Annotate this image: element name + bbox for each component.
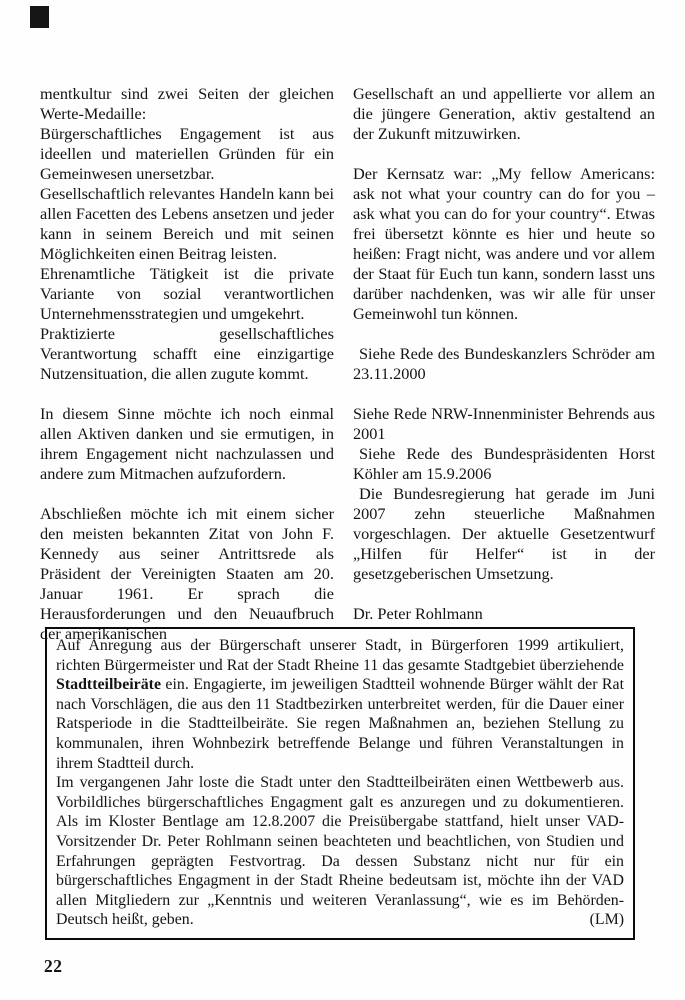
paragraph: Der Kernsatz war: „My fellow Americans: ask not what your country can do for you – ask what you can do for your country“. Etwas frei übersetzt könnte es hier und heute so heißen: Fragt nicht, was andere und vor allem der Staat für Euch tun kann, sondern lasst uns darüber nachdenken, was wir alle für unser Gemeinwohl tun können. [353, 164, 655, 323]
box-text-segment: ein. Engagierte, im jeweiligen Stadtteil wohnende Bürger wählt der Rat nach Vorschlägen, die aus den 11 Stadtbezirken unterbreitet werden, für die Dauer einer Ratsperiode in die Stadtteilbeiräte. Sie regen Maßnahmen an, beziehen Stellung zu kommunalen, ihren Wohnbezirk betreffende Belange und führen Veranstaltungen in ihrem Stadtteil durch. [56, 676, 624, 772]
scan-mark [30, 6, 49, 28]
article-column-left [40, 84, 334, 644]
box-text-segment: Im vergangenen Jahr loste die Stadt unter den Stadtteilbeiräten einen Wettbewerb aus. Vorbildliches bürgerschaftliches Engagment galt es anzuregen und zu dokumentieren. Als im Kloster Bentlage am 12.8.2007 die Preisübergabe stattfand, hielt unser VAD-Vorsitzender Dr. Peter Rohlmann seinen beachteten und beachtlichen, von Studien und Erfahrungen geprägten Festvortrag. Da dessen Substanz nicht nur für ein bürgerschaftliches Engagment in der Stadt Rheine bedeutsam ist, möchte ihn der VAD allen Mitgliedern zur „Kenntnis und weiteren Veranlassung“, wie es im Behörden-Deutsch heißt, geben. [56, 774, 624, 929]
author-initials: (LM) [589, 911, 624, 929]
article-column-right [353, 84, 655, 644]
reference-note: Siehe Rede NRW-Innenminister Behrends aus 2001 [353, 404, 655, 443]
paragraph: Praktizierte gesellschaftliches Verantwortung schafft eine einzigartige Nutzensituation, die allen zugute kommt. [40, 324, 334, 383]
paragraph: mentkultur sind zwei Seiten der gleichen Werte-Medaille: [40, 84, 334, 123]
paragraph: Die Bundesregierung hat gerade im Juni 2007 zehn steuerliche Maßnahmen vorgeschlagen. Der aktuelle Gesetzentwurf „Hilfen für Helfer“ ist in der gesetzgeberischen Umsetzung. [353, 484, 655, 583]
author-name: Dr. Peter Rohlmann [353, 604, 483, 623]
paragraph: Ehrenamtliche Tätigkeit ist die private Variante von sozial verantwortlichen Unternehmensstrategien und umgekehrt. [40, 264, 334, 323]
paragraph: Abschließen möchte ich mit einem sicher den meisten bekannten Zitat von John F. Kennedy aus seiner Antrittsrede als Präsident der Vereinigten Staaten am 20. Januar 1961. Er sprach die Herausforderungen und den Neuaufbruch der amerikanischen [40, 504, 334, 643]
box-paragraph [56, 636, 624, 773]
reference-note: Siehe Rede des Bundeskanzlers Schröder am 23.11.2000 [353, 344, 655, 383]
paragraph: Gesellschaft an und appellierte vor allem an die jüngere Generation, aktiv gestaltend an der Zukunft mitzuwirken. [353, 84, 655, 143]
paragraph: In diesem Sinne möchte ich noch einmal allen Aktiven danken und sie ermutigen, in ihrem Engagement nicht nachzulassen und andere zum Mitmachen aufzufordern. [40, 404, 334, 483]
box-bold-term: Stadtteilbeiräte [56, 676, 162, 694]
highlight-box [45, 627, 635, 940]
paragraph: Bürgerschaftliches Engagement ist aus ideellen und materiellen Gründen für ein Gemeinwesen unersetzbar. [40, 124, 334, 183]
article-columns [40, 84, 655, 644]
box-text-segment: Auf Anregung aus der Bürgerschaft unserer Stadt, in Bürgerforen 1999 artikuliert, richten Bürgermeister und Rat der Stadt Rheine 11 das gesamte Stadtgebiet überziehende [56, 637, 624, 674]
paragraph: Gesellschaftlich relevantes Handeln kann bei allen Facetten des Lebens ansetzen und jeder kann in seinem Bereich und mit seinen Möglichkeiten einen Beitrag leisten. [40, 184, 334, 263]
box-paragraph [56, 773, 624, 930]
page-number: 22 [44, 956, 63, 976]
reference-note: Siehe Rede des Bundespräsidenten Horst Köhler am 15.9.2006 [353, 444, 655, 483]
